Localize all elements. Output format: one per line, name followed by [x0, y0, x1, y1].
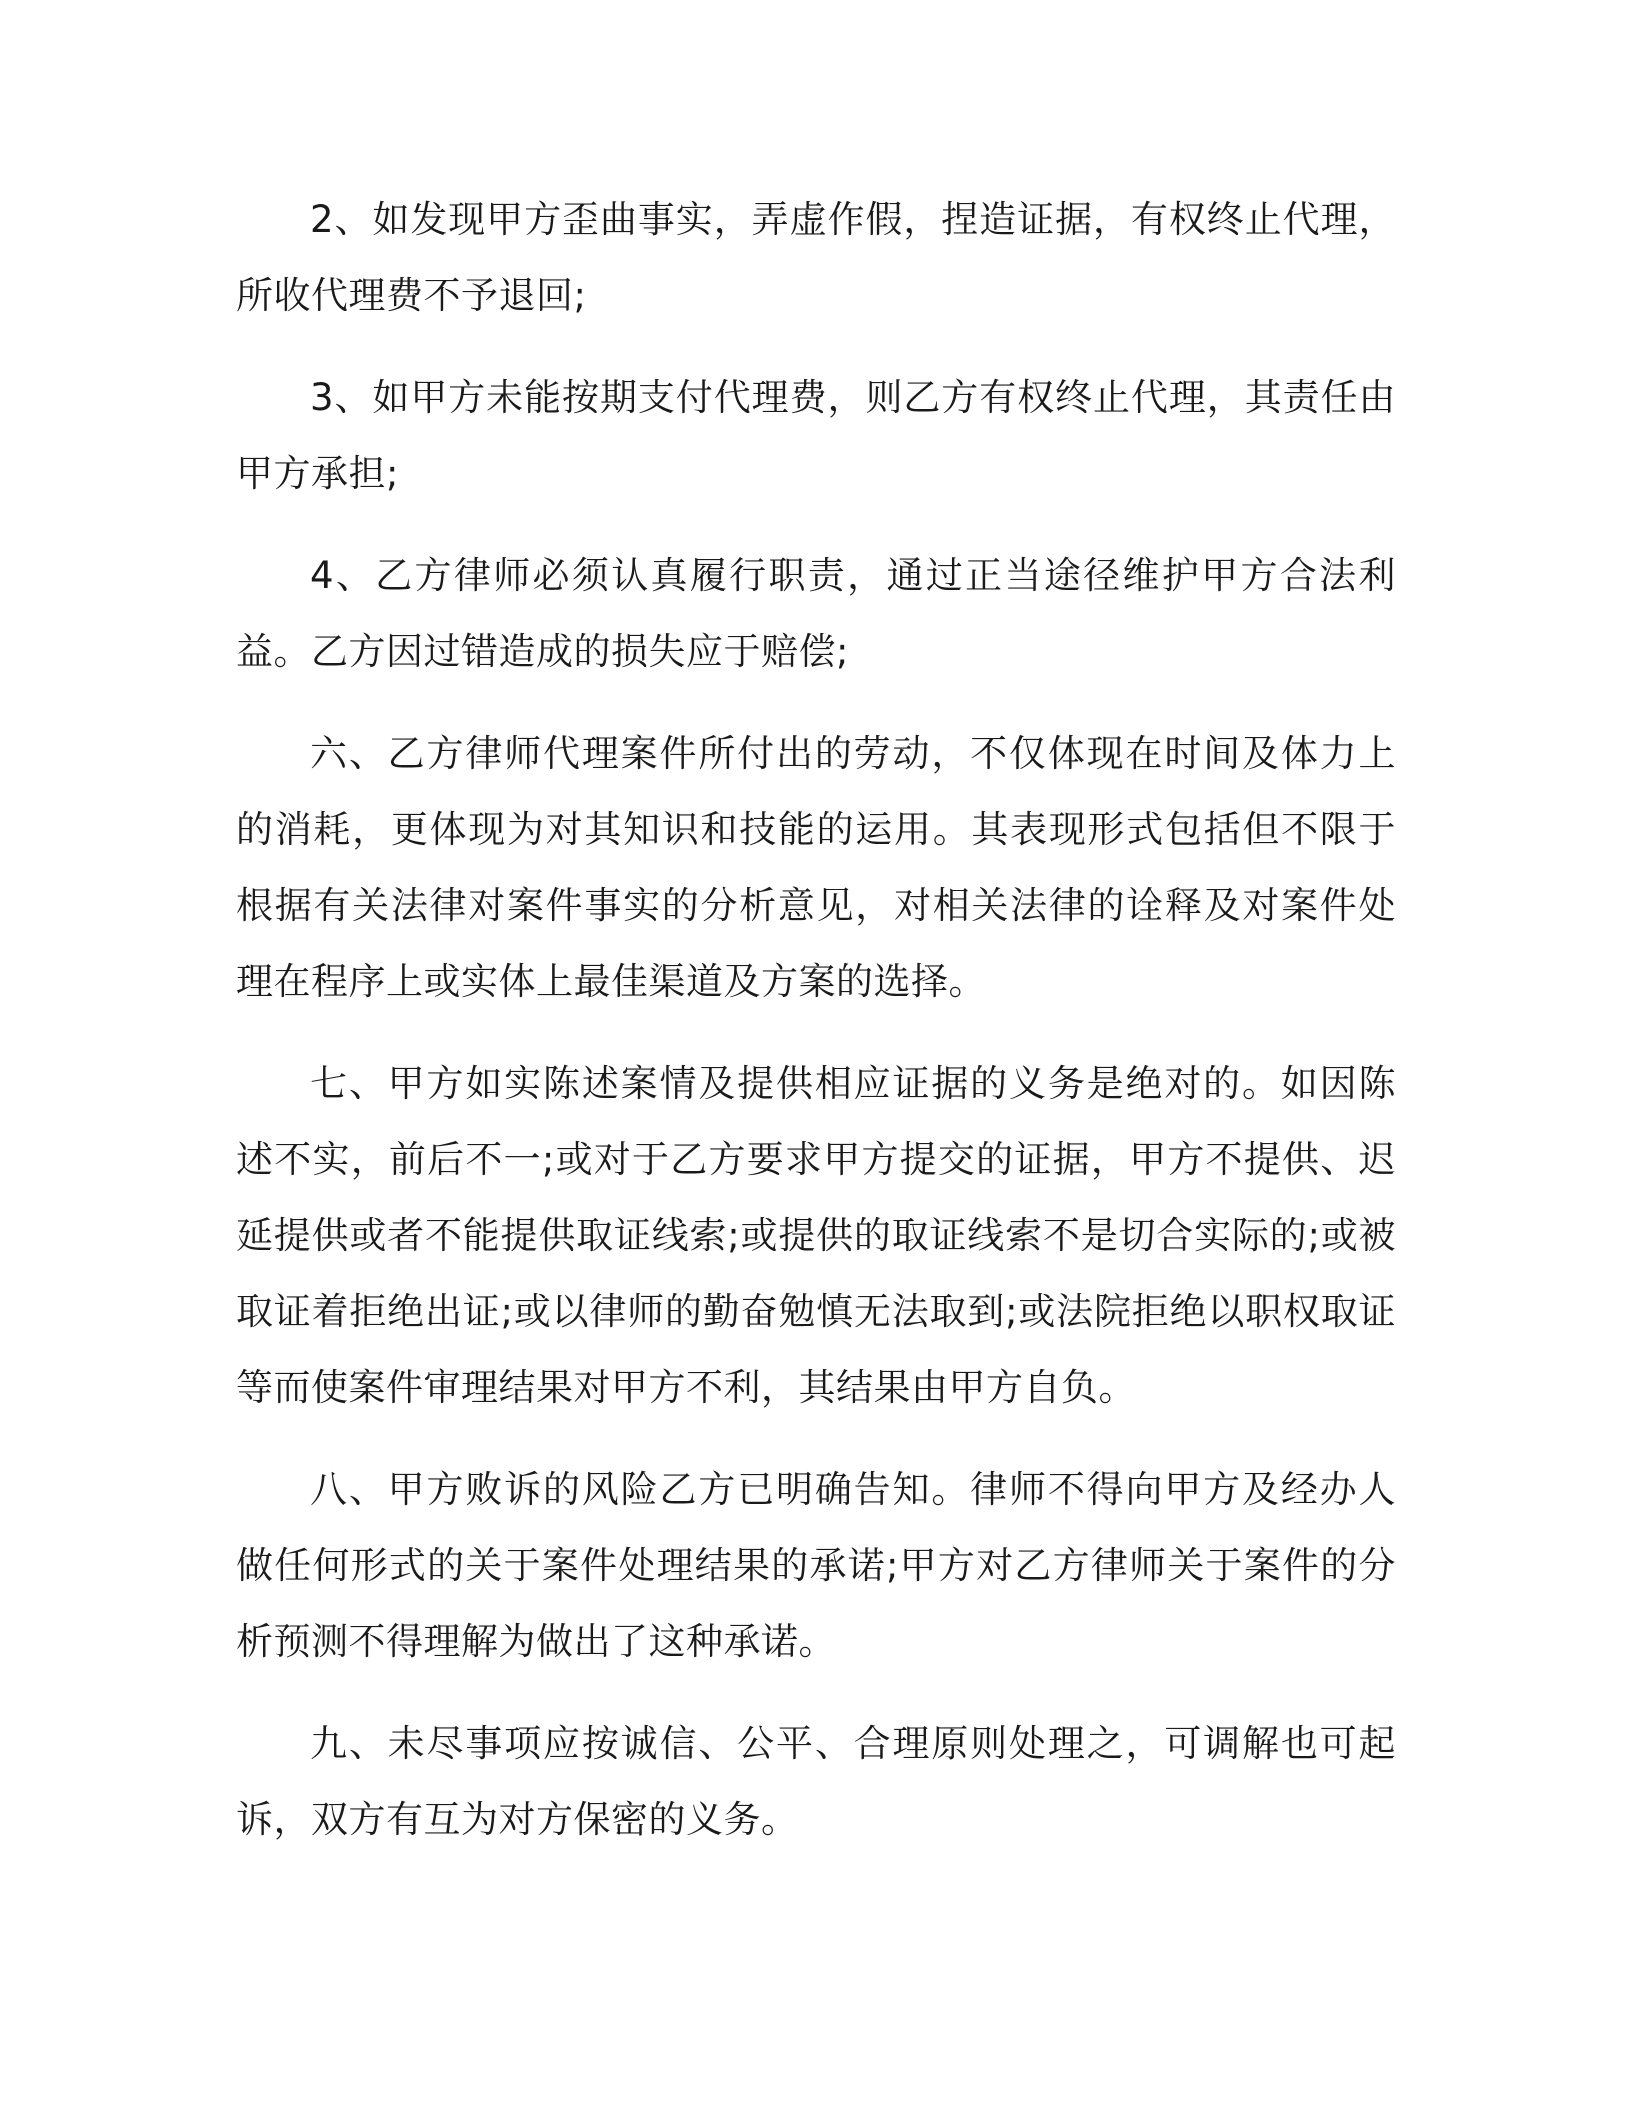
- section-7-paragraph: 七、甲方如实陈述案情及提供相应证据的义务是绝对的。如因陈述不实，前后不一;或对于乙方要求甲方提交的证据，甲方不提供、迟延提供或者不能提供取证线索;或提供的取证线索不是切合实际的;或被取证着拒绝出证;或以律师的勤奋勉慎无法取到;或法院拒绝以职权取证等而使案件审理结果对甲方不利，其结果由甲方自负。: [236, 1062, 1396, 1409]
- section-6-paragraph: 六、乙方律师代理案件所付出的劳动，不仅体现在时间及体力上的消耗，更体现为对其知识和技能的运用。其表现形式包括但不限于根据有关法律对案件事实的分析意见，对相关法律的诠释及对案件处理在程序上或实体上最佳渠道及方案的选择。: [236, 732, 1396, 1003]
- clause-2-paragraph: 2、如发现甲方歪曲事实，弄虚作假，捏造证据，有权终止代理，所收代理费不予退回;: [236, 198, 1396, 317]
- clause-3-paragraph: 3、如甲方未能按期支付代理费，则乙方有权终止代理，其责任由甲方承担;: [236, 376, 1396, 495]
- clause-4-paragraph: 4、乙方律师必须认真履行职责，通过正当途径维护甲方合法利益。乙方因过错造成的损失应于赔偿;: [236, 554, 1396, 673]
- document-body: [236, 182, 1396, 1884]
- section-8-paragraph: 八、甲方败诉的风险乙方已明确告知。律师不得向甲方及经办人做任何形式的关于案件处理结果的承诺;甲方对乙方律师关于案件的分析预测不得理解为做出了这种承诺。: [236, 1468, 1396, 1663]
- section-9-paragraph: 九、未尽事项应按诚信、公平、合理原则处理之，可调解也可起诉，双方有互为对方保密的义务。: [236, 1722, 1396, 1841]
